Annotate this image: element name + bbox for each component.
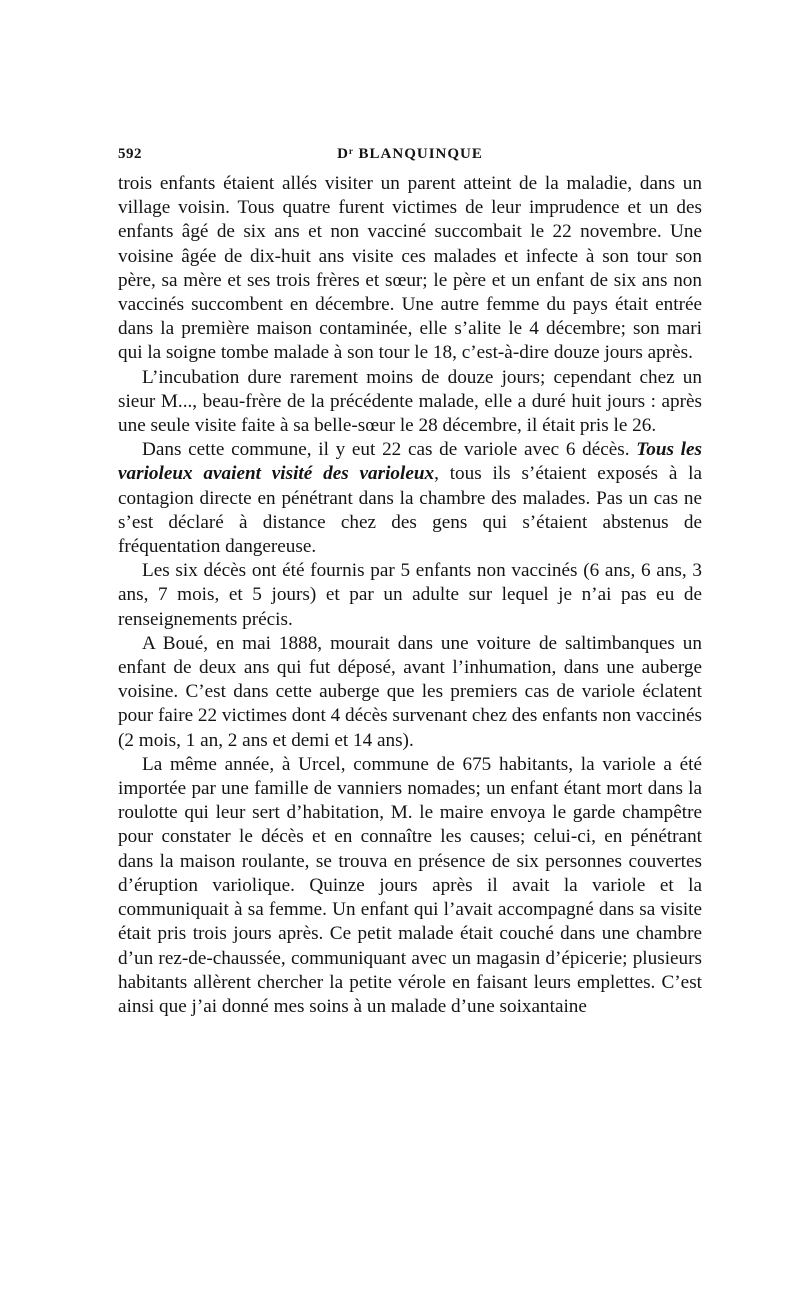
page-number: 592 [118,146,142,162]
paragraph-incubation: L’incubation dure rarement moins de douze jours; cependant chez un sieur M..., beau-frère de la précédente malade, elle a duré huit jours : après une seule visite faite à sa belle-sœur le 28 décembre, il était pris le 26. [118,366,702,437]
paragraph-text: Dans cette commune, il y eut 22 cas de variole avec 6 décès. [142,439,637,461]
body-text [118,172,702,1019]
running-head [118,146,702,166]
paragraph-continuation: trois enfants étaient allés visiter un parent atteint de la maladie, dans un village voisin. Tous quatre furent victimes de leur imprudence et un des enfants âgé de six ans et non vacciné succombait le 22 novembre. Une voisine âgée de dix-huit ans visite ces malades et infecte à son tour son père, sa mère et ses trois frères et sœur; le père et un enfant de six ans non vaccinés succombent en décembre. Une autre femme du pays était entrée dans la première maison contaminée, elle s’alite le 4 décembre; son mari qui la soigne tombe malade à son tour le 18, c’est-à-dire douze jours après. [118,173,702,364]
paragraph-text: , tous ils s’étaient exposés à la contagion directe en pénétrant dans la chambre des malades. Pas un cas ne s’est déclaré à distance chez des gens qui s’étaient abstenus de fréquentation dangereuse. [118,463,702,558]
paragraph-boue: A Boué, en mai 1888, mourait dans une voiture de saltimbanques un enfant de deux ans qui fut déposé, avant l’inhumation, dans une auberge voisine. C’est dans cette auberge que les premiers cas de variole éclatent pour faire 22 victimes dont 4 décès survenant chez des enfants non vaccinés (2 mois, 1 an, 2 ans et demi et 14 ans). [118,632,702,751]
emphasized-text: Tous les varioleux avaient visité des varioleux [118,439,702,485]
paragraph-commune-cases [118,438,702,559]
paragraph-six-deaths: Les six décès ont été fournis par 5 enfants non vaccinés (6 ans, 6 ans, 3 ans, 7 mois, et 5 jours) et par un adulte sur lequel je n’ai pas eu de renseignements précis. [118,560,702,630]
paragraph-urcel: La même année, à Urcel, commune de 675 habitants, la variole a été importée par une famille de vanniers nomades; un enfant étant mort dans la roulotte qui leur sert d’habitation, M. le maire envoya le garde champêtre pour constater le décès et en connaître les causes; celui-ci, en pénétrant dans la maison roulante, se trouva en présence de six personnes couvertes d’éruption variolique. Quinze jours après il avait la variole et la communiquait à sa femme. Un enfant qui l’avait accompagné dans sa visite était pris trois jours après. Ce petit malade était couché dans une chambre d’un rez-de-chaussée, communiquant avec un magasin d’épicerie; plusieurs habitants allèrent chercher la petite vérole en faisant leurs emplettes. C’est ainsi que j’ai donné mes soins à un malade d’une soixantaine [118,753,702,1017]
running-title: Dʳ BLANQUINQUE [337,146,483,162]
